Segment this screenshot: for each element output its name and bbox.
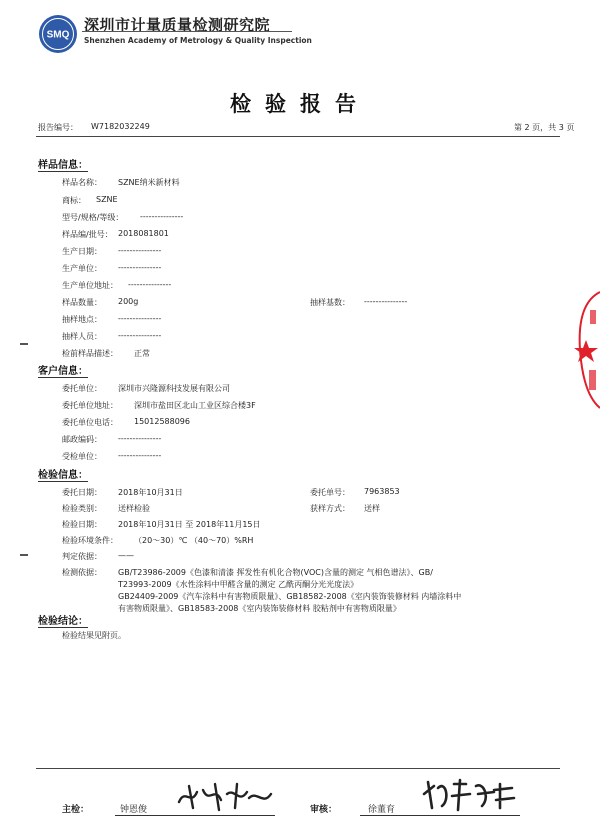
org-divider: [82, 31, 292, 32]
reviewer-label: 审核：: [310, 805, 338, 815]
field-value: 15012588096: [134, 417, 190, 426]
field-label: 生产单位地址：: [62, 281, 118, 290]
field-label: 受检单位：: [62, 452, 102, 461]
field-label: 商标：: [62, 196, 86, 205]
field-value: ---------------: [364, 297, 408, 306]
field-label: 检验类别：: [62, 504, 102, 513]
field-label: 邮政编码：: [62, 435, 102, 444]
field-label: 委托单位：: [62, 384, 102, 393]
footer-rule: [36, 768, 560, 769]
sample-section-heading: 样品信息：: [38, 156, 88, 171]
field-label: 判定依据：: [62, 552, 102, 561]
field-value: ---------------: [118, 331, 162, 340]
field-value: ---------------: [118, 434, 162, 443]
field-value: 深圳市盐田区北山工业区综合楼3F: [134, 401, 256, 410]
field-label: 委托单位地址：: [62, 401, 118, 410]
field-label: 委托日期：: [62, 488, 102, 497]
field-label: 检前样品描述：: [62, 349, 118, 358]
field-label: 抽样地点：: [62, 315, 102, 324]
field-value: （20～30）℃ （40～70）%RH: [134, 536, 254, 545]
field-value: ---------------: [118, 263, 162, 272]
test-basis-line: GB24409-2009《汽车涂料中有害物质限量》、GB18582-2008《室内装饰装修材料 内墙涂料中: [118, 592, 462, 601]
field-label: 生产单位：: [62, 264, 102, 273]
org-name-en: Shenzhen Academy of Metrology & Quality Inspection: [84, 36, 312, 45]
field-value: 7963853: [364, 487, 400, 496]
chief-inspector-label: 主检：: [62, 805, 90, 815]
field-value: 正常: [134, 349, 150, 358]
field-value: 2018年10月31日 至 2018年11月15日: [118, 520, 261, 529]
logo-text: SMQ: [46, 29, 70, 41]
reviewer-signature-line: [360, 815, 520, 816]
reviewer-name: 徐董育: [368, 805, 396, 815]
conclusion-text: 检验结果见附页。: [62, 631, 126, 640]
field-value: SZNE纳米新材料: [118, 178, 180, 187]
field-label: 检验环境条件：: [62, 536, 118, 545]
page-info: 第 2 页，共 3 页: [514, 123, 575, 132]
field-label: 检测依据：: [62, 568, 102, 577]
test-basis-line: T23993-2009《水性涂料中甲醛含量的测定 乙酰丙酮分光光度法》: [118, 580, 359, 589]
test-basis-line: GB/T23986-2009《色漆和清漆 挥发性有机化合物(VOC)含量的测定 气相色谱法》、GB/: [118, 568, 433, 577]
test-basis-line: 有害物质限量》、GB18583-2008《室内装饰装修材料 胶粘剂中有害物质限量》: [118, 604, 401, 613]
field-value: ---------------: [118, 246, 162, 255]
report-no-label: 报告编号：: [38, 123, 78, 132]
inspection-section-heading: 检验信息：: [38, 466, 88, 481]
field-value: ——: [118, 551, 134, 560]
margin-mark: [20, 343, 28, 345]
field-label: 获样方式：: [310, 504, 350, 513]
chief-inspector-signature: [175, 780, 275, 814]
field-value: SZNE: [96, 195, 118, 204]
field-value: 2018年10月31日: [118, 488, 183, 497]
header-rule: [36, 136, 560, 137]
field-value: ---------------: [118, 314, 162, 323]
red-seal-stamp-icon: [572, 290, 600, 410]
conclusion-section-heading: 检验结论：: [38, 612, 88, 627]
report-no-value: W7182032249: [91, 122, 150, 131]
field-label: 样品编/批号：: [62, 230, 113, 239]
test-basis-list: [118, 567, 538, 615]
field-value: 深圳市兴隆源科技发展有限公司: [118, 384, 230, 393]
smq-logo-icon: [38, 14, 78, 54]
report-title: 检验报告: [230, 92, 370, 116]
field-value: 送样: [364, 504, 380, 513]
field-label: 样品数量：: [62, 298, 102, 307]
field-label: 型号/规格/等级：: [62, 213, 124, 222]
field-value: 送样检验: [118, 504, 150, 513]
margin-mark: [20, 554, 28, 556]
chief-signature-line: [115, 815, 275, 816]
field-label: 检验日期：: [62, 520, 102, 529]
field-value: ---------------: [140, 212, 184, 221]
field-label: 生产日期：: [62, 247, 102, 256]
client-section-heading: 客户信息：: [38, 362, 88, 377]
field-label: 委托单位电话：: [62, 418, 118, 427]
chief-inspector-name: 钟恩俊: [120, 805, 148, 815]
field-value: 2018081801: [118, 229, 169, 238]
field-label: 抽样基数：: [310, 298, 350, 307]
org-name-cn: 深圳市计量质量检测研究院: [84, 16, 271, 34]
field-value: ---------------: [118, 451, 162, 460]
field-label: 抽样人员：: [62, 332, 102, 341]
field-label: 委托单号：: [310, 488, 350, 497]
field-value: 200g: [118, 297, 139, 306]
field-value: ---------------: [128, 280, 172, 289]
field-label: 样品名称：: [62, 178, 102, 187]
reviewer-signature: [420, 776, 520, 814]
